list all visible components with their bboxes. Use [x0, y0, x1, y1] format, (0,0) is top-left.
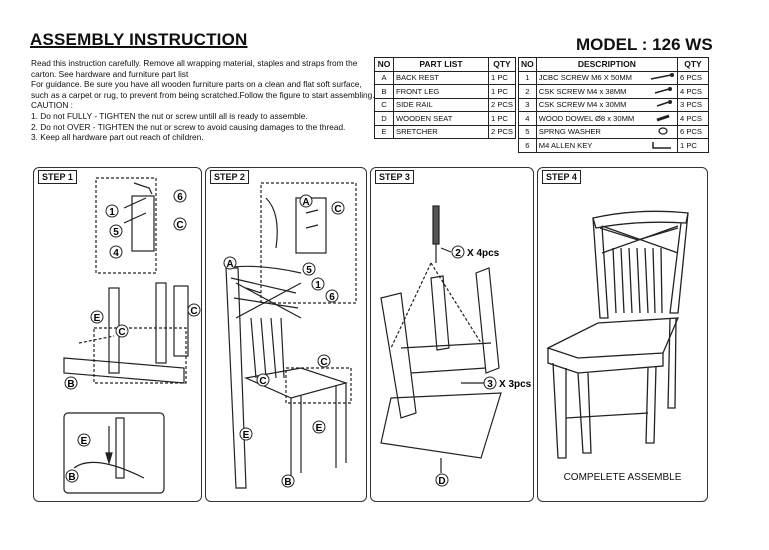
table-row [375, 112, 516, 126]
part-name: FRONT LEG [394, 85, 489, 99]
table-row [375, 85, 516, 99]
column-header: QTY [489, 58, 516, 72]
hardware-qty: 1 PC [678, 139, 709, 153]
page-title: ASSEMBLY INSTRUCTION [30, 30, 248, 49]
hardware-label: JCBC SCREW M6 X 50MM [538, 73, 632, 83]
callout-label: 1 [109, 207, 115, 218]
step-3-panel [370, 167, 534, 502]
instruction-line: For guidance. Be sure you have all wooden furniture parts on a clean and flat soft surface, [31, 79, 362, 90]
instructions-text [31, 58, 375, 143]
column-header: PART LIST [394, 58, 489, 72]
callout-label: 6 [329, 292, 335, 303]
caution-line: 3. Keep all hardware part out reach of children. [31, 132, 204, 143]
screw-icon [649, 100, 675, 108]
step-1-diagram [34, 168, 201, 501]
instruction-line: such as a carpet or rug, to prevent from being scratched.Follow the figure to start assembling. [31, 89, 375, 100]
column-header: QTY [678, 58, 709, 72]
hardware-no: 2 [519, 85, 537, 99]
callout-label: 2 [455, 248, 461, 259]
step-1-panel [33, 167, 202, 502]
part-list-table [374, 57, 516, 139]
table-row [519, 85, 709, 99]
part-no: C [375, 98, 394, 112]
callout-label: E [93, 313, 101, 324]
callout-label: D [438, 476, 446, 487]
washer-icon [649, 127, 675, 135]
column-header: NO [519, 58, 537, 72]
hardware-name [536, 85, 677, 99]
hardware-no: 6 [519, 139, 537, 153]
step-4-panel [537, 167, 708, 502]
step-3-label: STEP 3 [375, 170, 414, 184]
callout-label: B [67, 379, 75, 390]
instruction-line: Read this instruction carefully. Remove all wrapping material, staples and straps from the [31, 58, 358, 68]
callout-label: C [118, 327, 126, 338]
table-row [519, 139, 709, 153]
table-row [375, 71, 516, 85]
hardware-no: 3 [519, 98, 537, 112]
step-4-diagram [538, 168, 707, 501]
hardware-no: 1 [519, 71, 537, 85]
hardware-qty: 4 PCS [678, 112, 709, 126]
part-no: B [375, 85, 394, 99]
step-4-label: STEP 4 [542, 170, 581, 184]
table-row [519, 125, 709, 139]
callout-label: C [190, 306, 198, 317]
step-2-panel [205, 167, 367, 502]
part-qty: 1 PC [489, 71, 516, 85]
callout-label: C [320, 357, 328, 368]
hardware-label: CSK SCREW M4 x 38MM [538, 86, 627, 96]
callout-label: C [334, 204, 342, 215]
model-number: MODEL : 126 WS [576, 35, 713, 54]
part-name: WOODEN SEAT [394, 112, 489, 126]
hardware-qty: 4 PCS [678, 85, 709, 99]
long-screw-icon [649, 73, 675, 81]
callout-label: A [302, 197, 310, 208]
callout-label: E [80, 436, 88, 447]
hardware-qty: 6 PCS [678, 125, 709, 139]
caution-line: 1. Do not FULLY - TIGHTEN the nut or screw untill all is ready to assemble. [31, 110, 308, 121]
hardware-name [536, 71, 677, 85]
screw-icon [649, 87, 675, 95]
part-qty: 2 PCS [489, 98, 516, 112]
column-header: DESCRIPTION [536, 58, 677, 72]
callout-label: A [226, 259, 234, 270]
part-no: A [375, 71, 394, 85]
callout-label: 1 [315, 280, 321, 291]
hardware-label: M4 ALLEN KEY [538, 140, 593, 150]
hardware-name [536, 139, 677, 153]
dowel-icon [649, 114, 675, 122]
hardware-no: 5 [519, 125, 537, 139]
callout-label: E [315, 423, 323, 434]
table-header-row [375, 58, 516, 72]
step-2-diagram [206, 168, 366, 501]
callout-label: C [259, 376, 267, 387]
callout-label: 5 [113, 227, 119, 238]
instruction-line: carton. See hardware and furniture part list [31, 68, 189, 79]
table-row [519, 71, 709, 85]
screw-count-label: X 4pcs [467, 248, 500, 259]
caution-line: 2. Do not OVER - TIGHTEN the nut or screw to avoid causing damages to the thread. [31, 121, 346, 132]
step-1-label: STEP 1 [38, 170, 77, 184]
hardware-name [536, 125, 677, 139]
part-name: SRETCHER [394, 125, 489, 139]
allen-key-icon [649, 141, 675, 149]
callout-label: 3 [487, 379, 493, 390]
table-row [375, 125, 516, 139]
table-row [519, 112, 709, 126]
table-header-row [519, 58, 709, 72]
hardware-name [536, 112, 677, 126]
hardware-name [536, 98, 677, 112]
step-3-diagram [371, 168, 533, 501]
step-2-label: STEP 2 [210, 170, 249, 184]
hardware-label: SPRNG WASHER [538, 127, 601, 137]
part-name: BACK REST [394, 71, 489, 85]
part-no: E [375, 125, 394, 139]
callout-label: 6 [177, 192, 183, 203]
part-qty: 1 PC [489, 85, 516, 99]
callout-label: C [176, 220, 184, 231]
hardware-qty: 3 PCS [678, 98, 709, 112]
column-header: NO [375, 58, 394, 72]
hardware-no: 4 [519, 112, 537, 126]
hardware-list-table [518, 57, 709, 153]
part-qty: 2 PCS [489, 125, 516, 139]
screw-count-label: X 3pcs [499, 379, 532, 390]
part-no: D [375, 112, 394, 126]
part-name: SIDE RAIL [394, 98, 489, 112]
callout-label: 4 [113, 248, 119, 259]
caution-heading: CAUTION : [31, 100, 73, 111]
complete-caption: COMPELETE ASSEMBLE [563, 472, 682, 483]
callout-label: B [68, 472, 76, 483]
hardware-qty: 6 PCS [678, 71, 709, 85]
hardware-label: CSK SCREW M4 x 30MM [538, 100, 627, 110]
part-qty: 1 PC [489, 112, 516, 126]
hardware-label: WOOD DOWEL Ø8 x 30MM [538, 113, 635, 123]
table-row [519, 98, 709, 112]
callout-label: 5 [306, 265, 312, 276]
callout-label: B [284, 477, 292, 488]
callout-label: E [242, 430, 250, 441]
table-row [375, 98, 516, 112]
